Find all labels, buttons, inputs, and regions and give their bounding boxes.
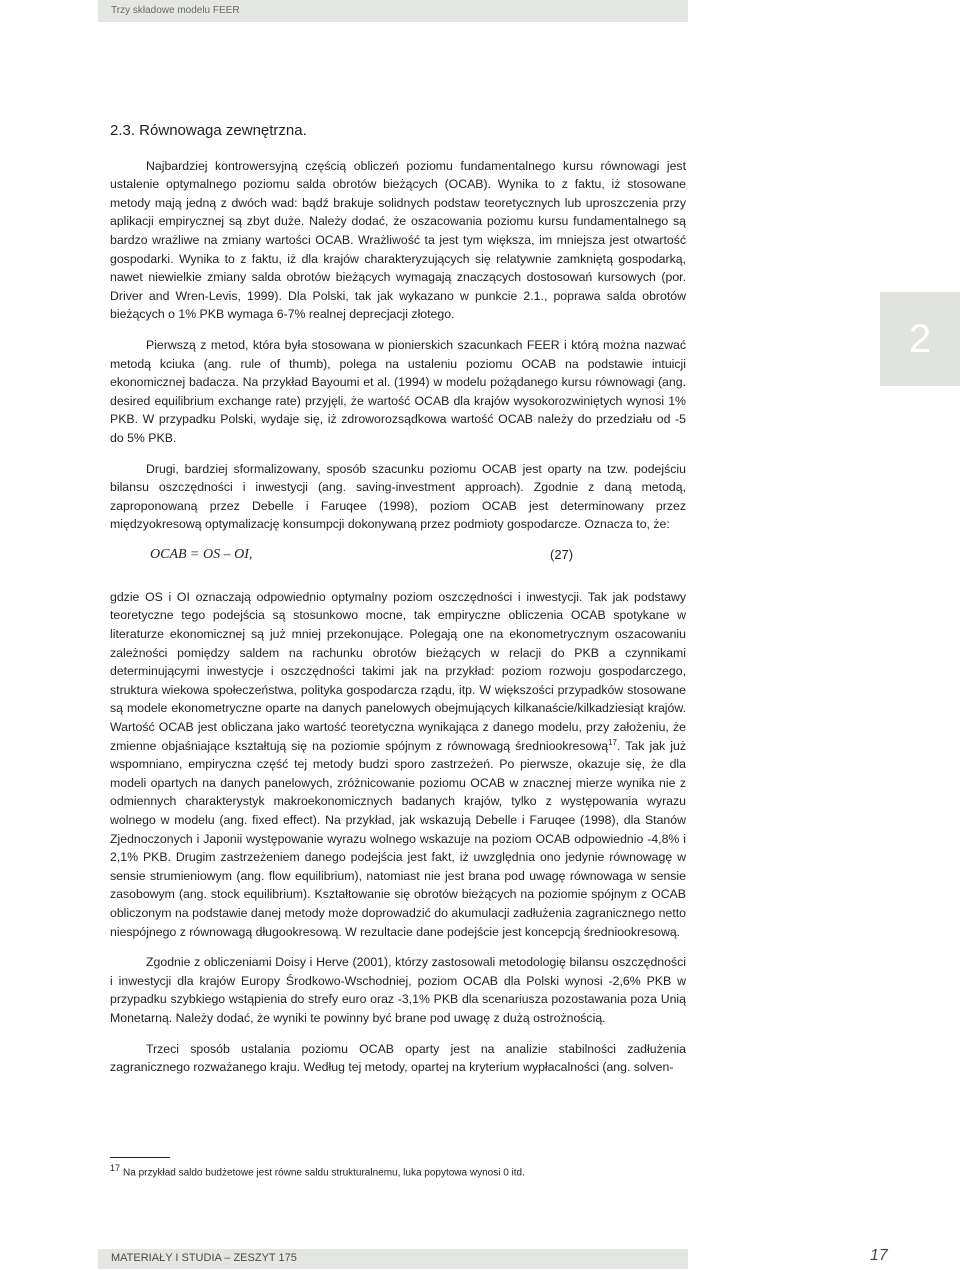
body-text xyxy=(110,122,686,1089)
paragraph: Drugi, bardziej sformalizowany, sposób szacunku poziomu OCAB jest oparty na tzw. podejściu bilansu oszczędności i inwestycji (ang. saving-investment approach). Zgodnie z daną metodą, zaproponowaną przez Debelle i Faruqee (1998), poziom OCAB jest determinowany przez międzyokresową optymalizację konsumpcji dokonywaną przez podmioty gospodarcze. Oznacza to, że: xyxy=(110,461,686,532)
running-header: Trzy składowe modelu FEER xyxy=(111,5,240,16)
equation-number: (27) xyxy=(550,546,574,562)
paragraph xyxy=(110,588,686,941)
equation-formula: OCAB = OS – OI, xyxy=(150,546,253,562)
footnote-text: Na przykład saldo budżetowe jest równe saldu strukturalnemu, luka popytowa wynosi 0 itd. xyxy=(123,1167,525,1179)
paragraph: Zgodnie z obliczeniami Doisy i Herve (2001), którzy zastosowali metodologię bilansu oszczędności i inwestycji dla krajów Europy Środkowo-Wschodniej, poziom OCAB dla Polski wynosi -2,6% PKB w przypadku szybkiego wstąpienia do strefy euro oraz -3,1% PKB dla scenariusza pozostawania poza Unią Monetarną. Należy dodać, że wyniki te powinny być brane pod uwagę z dużą ostrożnością. xyxy=(110,955,686,1025)
equation xyxy=(110,546,686,570)
footnote-divider xyxy=(110,1157,170,1158)
footnote-number: 17 xyxy=(110,1163,121,1173)
paragraph-text: gdzie OS i OI oznaczają odpowiednio optymalny poziom oszczędności i inwestycji. Tak jak podstawy teoretyczne tego podejścia są stosunkowo mocne, tak empiryczne obliczenia OCAB spotykane w literaturze ekonomicznej są już mniej przekonujące. Polegają one na ekonometrycznym oszacowaniu zależności pomiędzy saldem na rachunku obrotów bieżących w relacji do PKB a czynnikami determinującymi inwestycje i oszczędności takimi jak na przykład: poziom rozwoju gospodarczego, struktura wiekowa społeczeństwa, polityka gospodarcza rządu, itp. W większości przypadków stosowane są modele ekonometryczne oparte na danych panelowych obejmujących kilkanaście/kilkadziesiąt krajów. Wartość OCAB jest obliczana jako wartość teoretyczna wynikająca z danego modelu, przy założeniu, że zmienne objaśniające kształtują się na poziomie spójnym z równowagą średniookresową xyxy=(110,589,686,753)
paragraph: Trzeci sposób ustalania poziomu OCAB oparty jest na analizie stabilności zadłużenia zagranicznego rozważanego kraju. Według tej metody, opartej na kryterium wypłacalności (ang. solven- xyxy=(110,1041,686,1075)
footnote xyxy=(110,1163,525,1178)
section-title: 2.3. Równowaga zewnętrzna. xyxy=(110,122,307,139)
paragraph-text: . Tak jak już wspomniano, empiryczna część tej metody budzi sporo zastrzeżeń. Po pierwsze, okazuje się, że dla modeli opartych na danych panelowych, zróżnicowanie poziomu OCAB w znacznej mierze wynika nie z odmiennych charakterystyk makroekonomicznych badanych krajów, tylko z występowania wyrazu wolnego w modelu (ang. fixed effect). Na przykład, jak wskazują Debelle i Faruqee (1998), dla Stanów Zjednoczonych i Japonii występowanie wyrazu wolnego wskazuje na poziom OCAB odpowiednio -4,8% i 2,1% PKB. Drugim zastrzeżeniem danego podejścia jest fakt, iż uwzględnia ono jedynie równowagę w sensie strumieniowym (ang. flow equilibrium), natomiast nie jest brana pod uwagę równowaga w sensie zasobowym (ang. stock equilibrium). Kształtowanie się obrotów bieżących na poziomie spójnym z OCAB obliczonym na podstawie danej metody może doprowadzić do akumulacji zadłużenia zagranicznego netto niespójnego z równowagą długookresową. W rezultacie dane podejście jest koncepcją średniookresową. xyxy=(110,738,686,939)
footnote-reference[interactable]: 17 xyxy=(608,737,618,747)
footer-series: MATERIAŁY I STUDIA – ZESZYT 175 xyxy=(111,1252,297,1264)
chapter-marker: 2 xyxy=(880,292,960,386)
page-number: 17 xyxy=(870,1247,888,1264)
paragraph: Najbardziej kontrowersyjną częścią obliczeń poziomu fundamentalnego kursu równowagi jest ustalenie optymalnego poziomu salda obrotów bieżących (OCAB). Wynika to z faktu, iż stosowane metody mają jedną z dwóch wad: bądź brakuje solidnych podstaw teoretycznych lub uproszczenia przy aplikacji empirycznej są zbyt duże. Należy dodać, że oszacowania poziomu kursu fundamentalnego są bardzo wrażliwe na zmiany wartości OCAB. Wrażliwość ta jest tym większa, im mniejsza jest otwartość gospodarki. Wynika to z faktu, iż dla krajów charakteryzujących się relatywnie zamkniętą gospodarką, nawet niewielkie zmiany salda obrotów bieżących wymagają znaczących dostosowań kursowych (por. Driver and Wren-Levis, 1999). Dla Polski, tak jak wykazano w punkcie 2.1., poprawa salda obrotów bieżących o 1% PKB wymaga 6-7% realnej deprecjacji złotego. xyxy=(110,158,686,322)
paragraph: Pierwszą z metod, która była stosowana w pionierskich szacunkach FEER i którą można nazwać metodą kciuka (ang. rule of thumb), polega na ustaleniu poziomu OCAB na podstawie intuicji ekonomicznej badacza. Na przykład Bayoumi et al. (1994) w modelu pożądanego kursu równowagi (ang. desired equilibrium exchange rate) przyjęli, że wartość OCAB dla krajów wysokorozwiniętych wynosi 1% PKB. W przypadku Polski, wydaje się, iż zdroworozsądkowa wartość OCAB należy do przedziału od -5 do 5% PKB. xyxy=(110,337,686,445)
